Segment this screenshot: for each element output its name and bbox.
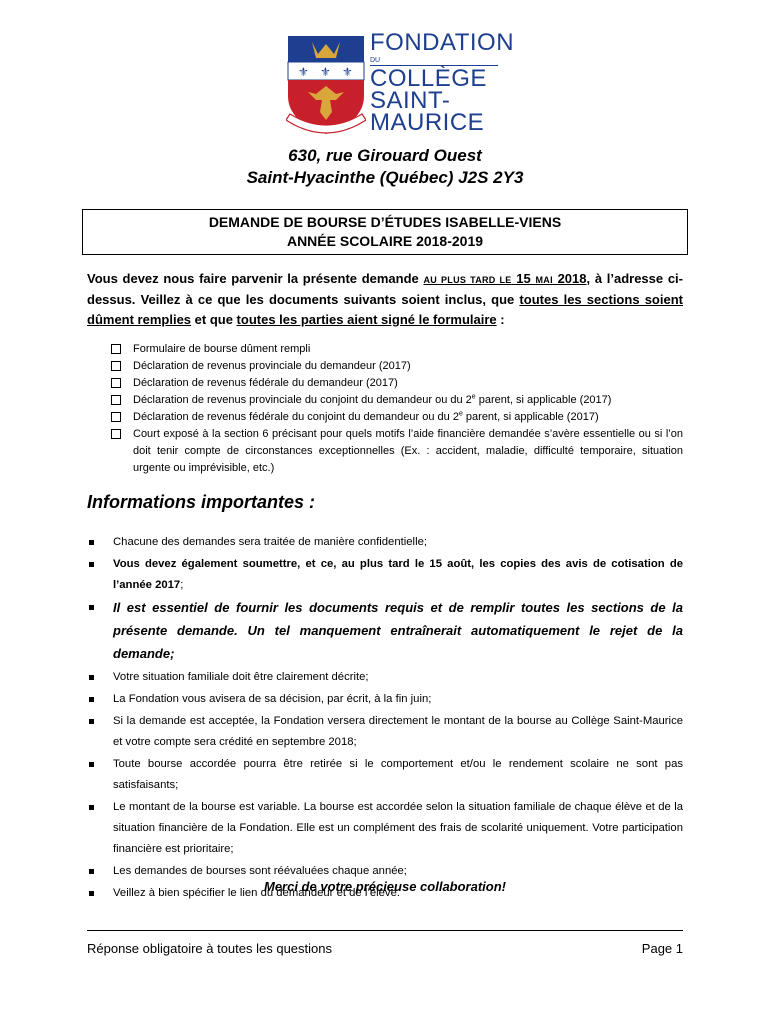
intro-underlined: toutes les sections soient dûment remplies [87, 292, 683, 327]
checkbox[interactable] [111, 361, 121, 371]
list-item [87, 532, 683, 553]
bullet-icon [89, 562, 94, 567]
bullet-icon [89, 697, 94, 702]
address-city: Saint-Hyacinthe (Québec) J2S 2Y3 [246, 168, 524, 187]
intro-text: , à l’adresse ci-dessus. Veillez à ce que les documents suivants soient inclus, que [87, 271, 683, 307]
checklist-label: Formulaire de bourse dûment rempli [133, 343, 311, 355]
list-item [87, 554, 683, 596]
checklist-label: Déclaration de revenus fédérale du conjoint du demandeur ou du 2e parent, si applicable (2017) [133, 410, 599, 423]
checklist-label: Déclaration de revenus provinciale du demandeur (2017) [133, 360, 411, 372]
bullet-icon [89, 805, 94, 810]
checklist-label: Déclaration de revenus fédérale du demandeur (2017) [133, 377, 398, 389]
list-item-text-emphasis: Il est essentiel de fournir les documents requis et de remplir toutes les sections de la présente demande. Un tel manquement entraînerait automatiquement le rejet de la demande; [113, 600, 683, 661]
bullet-icon [89, 762, 94, 767]
list-item-text: Chacune des demandes sera traitée de manière confidentielle; [113, 536, 427, 548]
deadline-prefix: AU PLUS TARD LE [423, 275, 512, 285]
list-item [87, 797, 683, 860]
checklist-label: Court exposé à la section 6 précisant pour quels motifs l’aide financière demandée s’avère essentielle ou si l’on doit tenir compte de circonstances exceptionnelles (Ex. : accident, maladie, difficulté temporaire, situation urgente ou imprévisible, etc.) [133, 428, 683, 474]
footer-note: Réponse obligatoire à toutes les questions [87, 941, 332, 956]
address-street: 630, rue Girouard Ouest [288, 146, 482, 165]
footer-divider [87, 930, 683, 931]
list-item-text: Votre situation familiale doit être clairement décrite; [113, 671, 369, 683]
checkbox[interactable] [111, 395, 121, 405]
checklist-item [111, 341, 683, 358]
form-title: DEMANDE DE BOURSE D’ÉTUDES ISABELLE-VIENS [208, 214, 562, 230]
bullet-icon [89, 605, 94, 610]
intro-text: Vous devez nous faire parvenir la présente demande [87, 271, 424, 286]
svg-text:⚜: ⚜ [342, 65, 353, 79]
svg-text:⚜: ⚜ [320, 65, 331, 79]
intro-paragraph [87, 269, 683, 330]
checklist-item [111, 358, 683, 375]
intro-underlined: toutes les parties aient signé le formulaire [236, 312, 497, 327]
list-item-text: La Fondation vous avisera de sa décision, par écrit, à la fin juin; [113, 693, 432, 705]
checkbox[interactable] [111, 378, 121, 388]
crest-icon [286, 34, 366, 138]
checkbox[interactable] [111, 429, 121, 439]
foundation-logo [266, 29, 515, 140]
bullet-icon [89, 675, 94, 680]
document-checklist [111, 341, 683, 477]
checklist-item [111, 426, 683, 477]
list-item-text: ; [180, 579, 184, 591]
checkbox[interactable] [111, 412, 121, 422]
list-item [87, 597, 683, 666]
important-info-list [87, 532, 683, 905]
foundation-name [370, 29, 515, 136]
list-item-text-bold: Vous devez également soumettre, et ce, au plus tard le 15 août, les copies des avis de cotisation de l’année 2017 [113, 558, 683, 591]
school-year: ANNÉE SCOLAIRE 2018-2019 [286, 233, 484, 249]
list-item-text: Si la demande est acceptée, la Fondation versera directement le montant de la bourse au Collège Saint-Maurice et votre compte sera crédité en septembre 2018; [113, 715, 683, 748]
deadline-day: 15 [511, 271, 536, 286]
bullet-icon [89, 869, 94, 874]
address-block [0, 145, 770, 189]
logo-line-college: COLLÈGE [370, 65, 487, 92]
list-item-text: Toute bourse accordée pourra être retirée si le comportement et/ou le rendement scolaire ne sont pas satisfaisants; [113, 758, 683, 791]
list-item [87, 689, 683, 710]
list-item-text: Le montant de la bourse est variable. La bourse est accordée selon la situation familiale de chaque élève et de la situation financière de la Fondation. Elle est un complément des frais de scolarité uniquement. Votre participation financière est prioritaire; [113, 801, 683, 855]
list-item-text: Veillez à bien spécifier le lien du demandeur et de l’élève. [113, 887, 400, 899]
logo-line-fondation: FONDATION [370, 29, 515, 56]
bullet-icon [89, 540, 94, 545]
list-item-text: Les demandes de bourses sont réévaluées chaque année; [113, 865, 407, 877]
logo-line-du: DU [370, 57, 498, 66]
svg-text:⚜: ⚜ [298, 65, 309, 79]
checklist-item [111, 409, 683, 426]
section-heading: Informations importantes : [87, 492, 316, 512]
checklist-item [111, 392, 683, 409]
list-item [87, 754, 683, 796]
checklist-label: Déclaration de revenus provinciale du conjoint du demandeur ou du 2e parent, si applicable (2017) [133, 393, 612, 406]
intro-text: : [496, 312, 505, 327]
list-item [87, 711, 683, 753]
page-number: Page 1 [641, 941, 683, 956]
checkbox[interactable] [111, 344, 121, 354]
form-title-box [82, 209, 688, 255]
bullet-icon [89, 719, 94, 724]
logo-line-maurice: MAURICE [370, 109, 485, 136]
intro-text: et que [191, 312, 237, 327]
deadline-year: 2018 [552, 271, 587, 286]
deadline [423, 271, 586, 286]
checklist-item [111, 375, 683, 392]
thank-you-note: Merci de votre précieuse collaboration! [263, 879, 507, 894]
deadline-month: MAI [535, 275, 553, 285]
list-item [87, 667, 683, 688]
logo-line-saint: SAINT- [370, 87, 451, 114]
